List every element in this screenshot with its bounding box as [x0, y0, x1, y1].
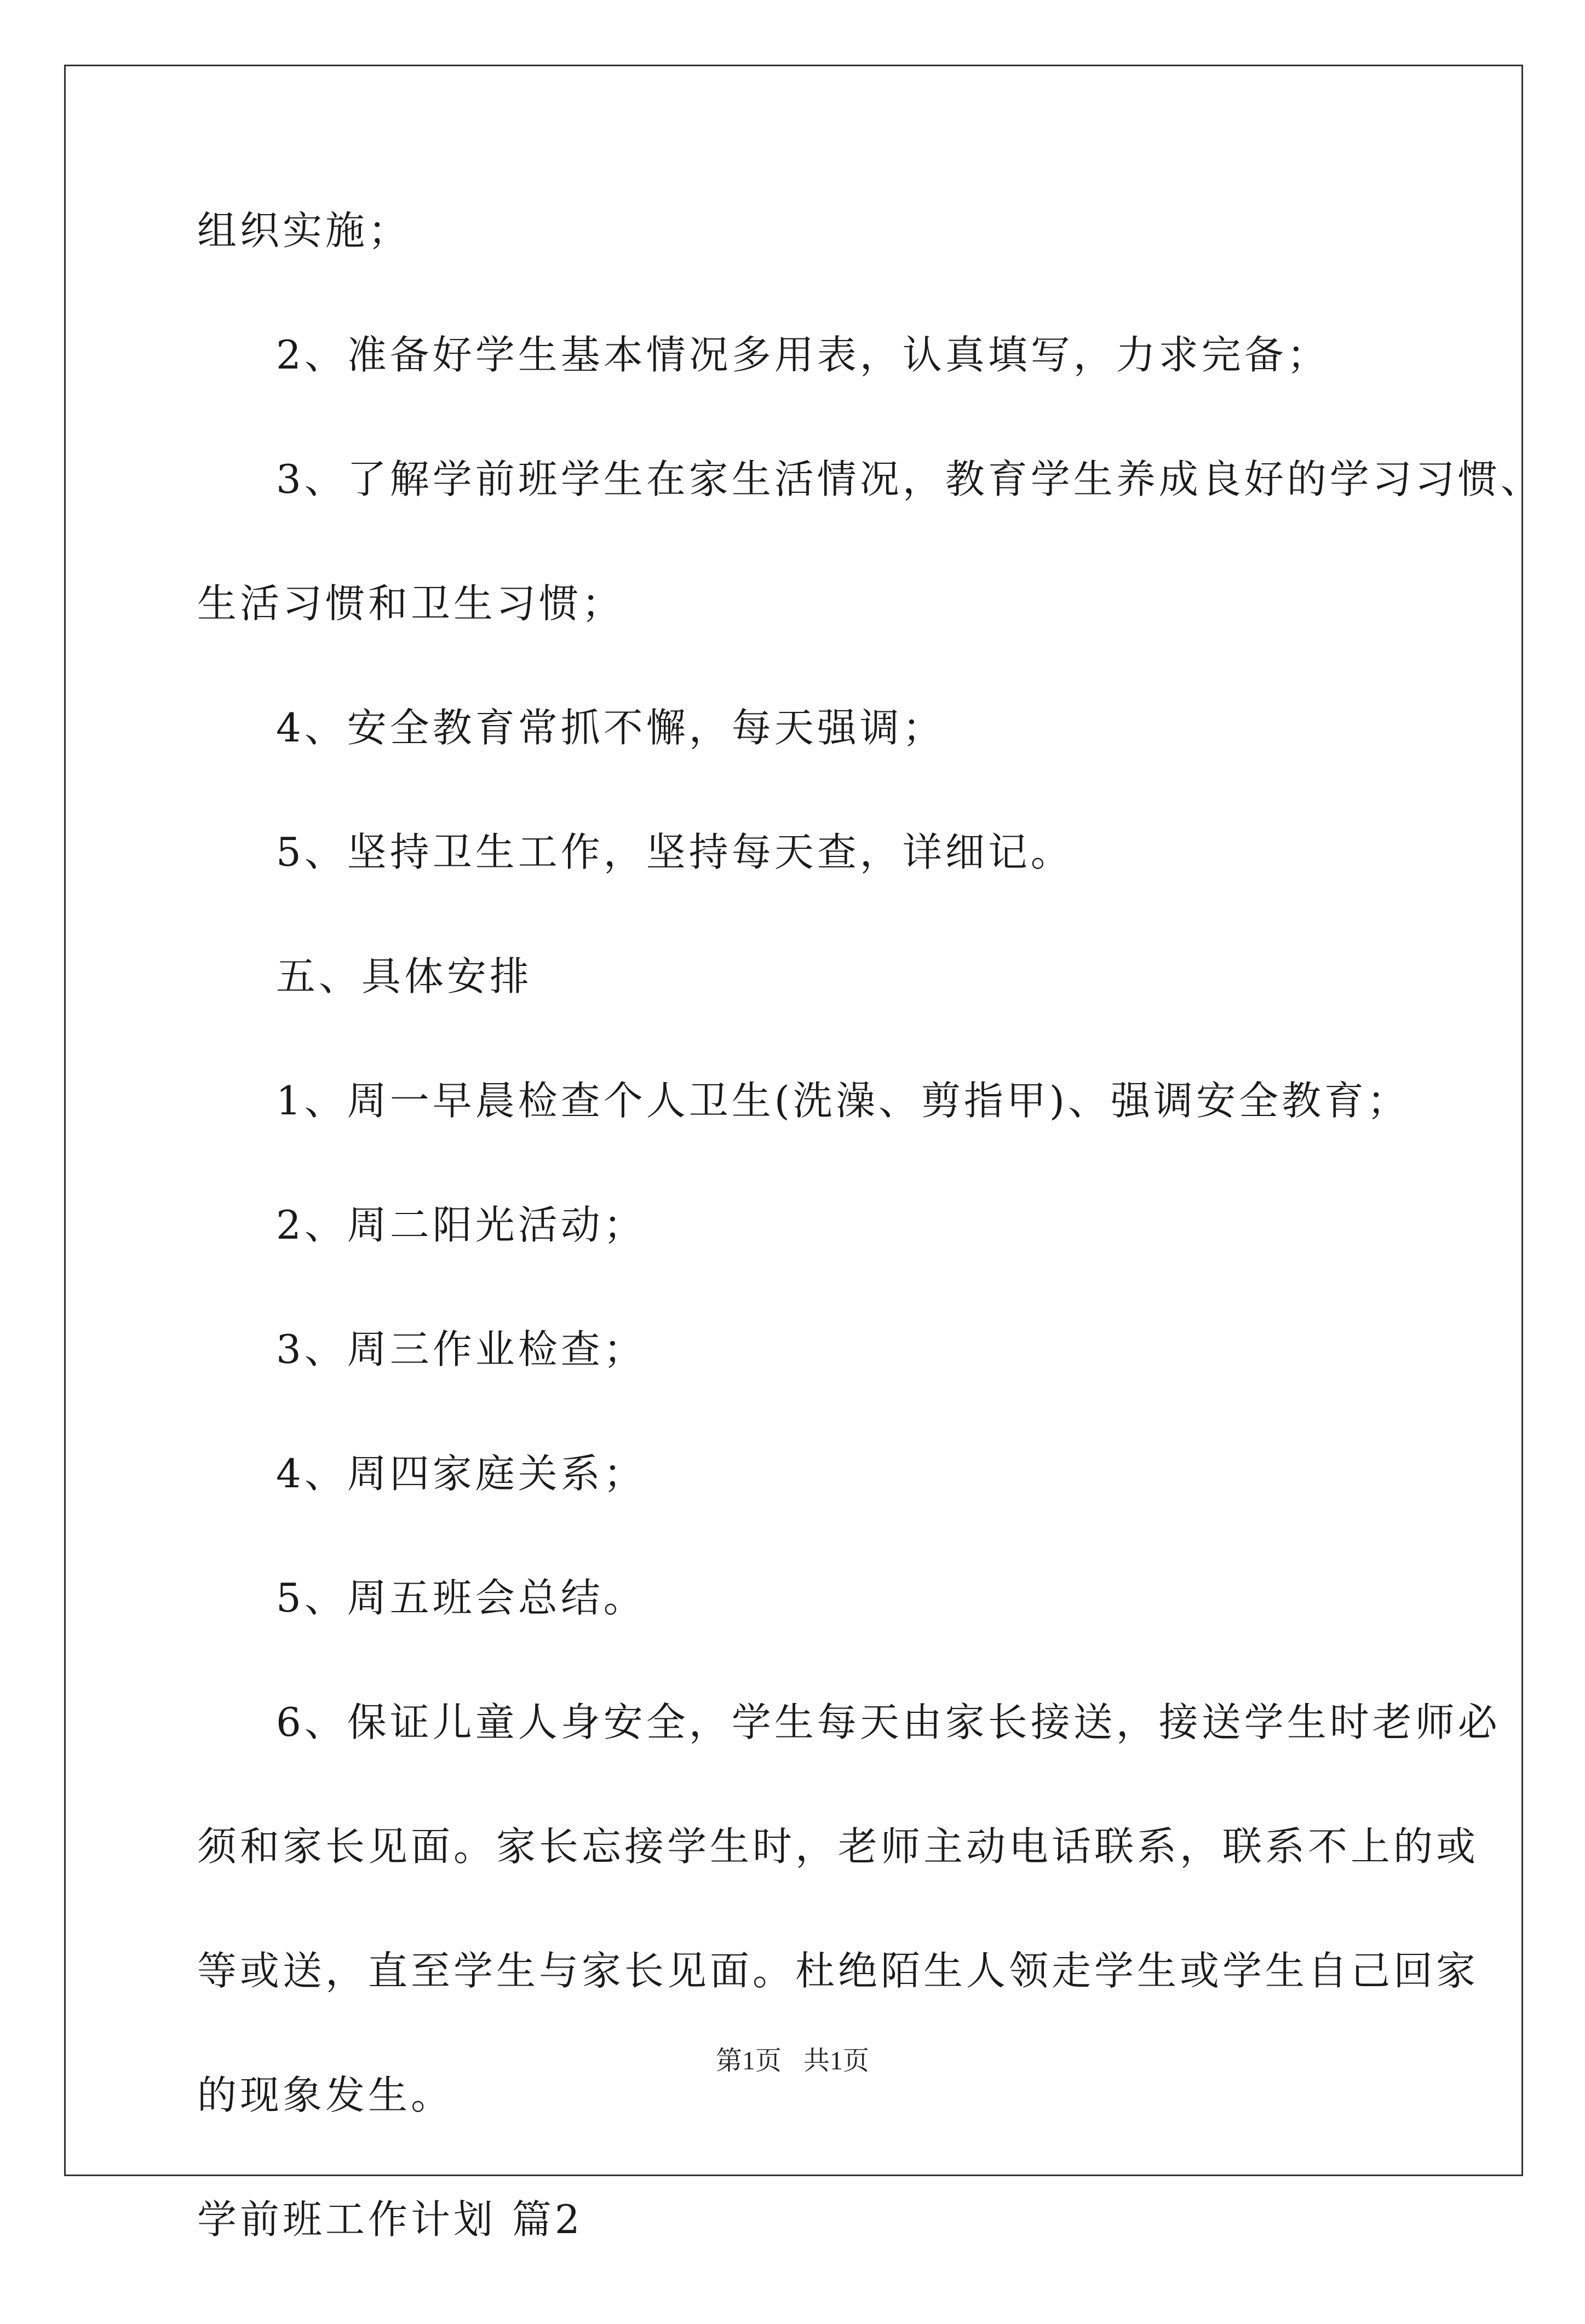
paragraph-line: 4、安全教育常抓不懈，每天强调；	[276, 705, 945, 751]
paragraph-line: 5、坚持卫生工作，坚持每天查，详细记。	[276, 829, 1073, 875]
paragraph-line: 的现象发生。	[197, 2072, 454, 2118]
document-body	[197, 208, 1543, 2324]
paragraph-line: 5、周五班会总结。	[276, 1575, 646, 1621]
paragraph-line: 生活习惯和卫生习惯；	[197, 580, 625, 626]
section-heading: 五、具体安排	[276, 953, 533, 999]
paragraph-line: 2、周二阳光活动；	[276, 1202, 646, 1248]
paragraph-line: 4、周四家庭关系；	[276, 1451, 646, 1497]
paragraph-line: 等或送，直至学生与家长见面。杜绝陌生人领走学生或学生自己回家	[197, 1948, 1479, 1994]
paragraph-line: 3、周三作业检查；	[276, 1326, 646, 1372]
document-title: 学前班工作计划 篇2	[197, 2196, 583, 2242]
page-footer	[0, 2048, 1585, 2074]
paragraph-line: 3、了解学前班学生在家生活情况，教育学生养成良好的学习习惯、	[276, 456, 1543, 502]
paragraph-line: 6、保证儿童人身安全，学生每天由家长接送，接送学生时老师必	[276, 1699, 1501, 1745]
page-total: 共1页	[803, 2046, 870, 2075]
paragraph-line: 1、周一早晨检查个人卫生(洗澡、剪指甲)、强调安全教育；	[276, 1078, 1410, 1124]
page-number: 第1页	[715, 2046, 782, 2075]
paragraph-line: 2、准备好学生基本情况多用表，认真填写，力求完备；	[276, 332, 1330, 378]
paragraph-line: 须和家长见面。家长忘接学生时，老师主动电话联系，联系不上的或	[197, 1823, 1479, 1869]
paragraph-line: 组织实施；	[197, 208, 411, 254]
